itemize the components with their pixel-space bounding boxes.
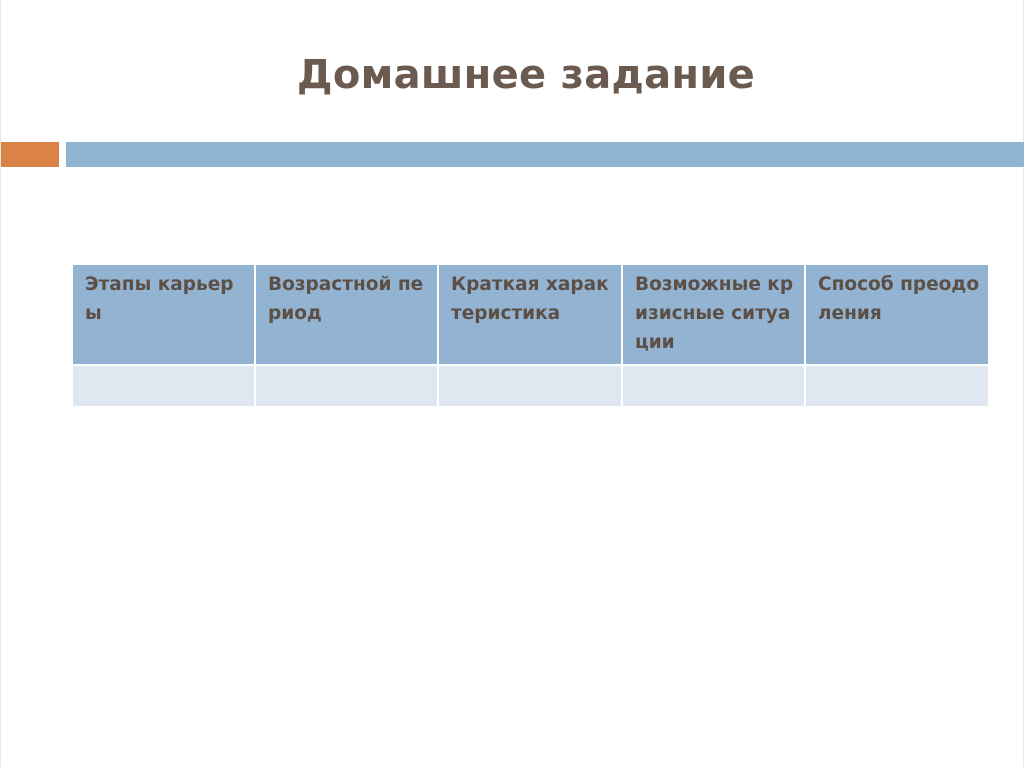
accent-bar-blue — [66, 142, 1024, 167]
homework-table — [71, 263, 990, 408]
header-cell-coping-method: Способ преодоления — [805, 264, 989, 365]
table-header-row — [72, 264, 989, 365]
table-cell — [622, 365, 805, 407]
header-cell-possible-crises: Возможные кризисные ситуации — [622, 264, 805, 365]
accent-bar-orange — [1, 142, 59, 167]
slide-title: Домашнее задание — [296, 52, 756, 98]
table-row — [72, 365, 989, 407]
header-cell-career-stages: Этапы карьеры — [72, 264, 255, 365]
table-cell — [805, 365, 989, 407]
header-cell-age-period: Возрастной период — [255, 264, 438, 365]
header-cell-brief-description: Краткая характеристика — [438, 264, 622, 365]
table-cell — [255, 365, 438, 407]
table-cell — [72, 365, 255, 407]
table-cell — [438, 365, 622, 407]
